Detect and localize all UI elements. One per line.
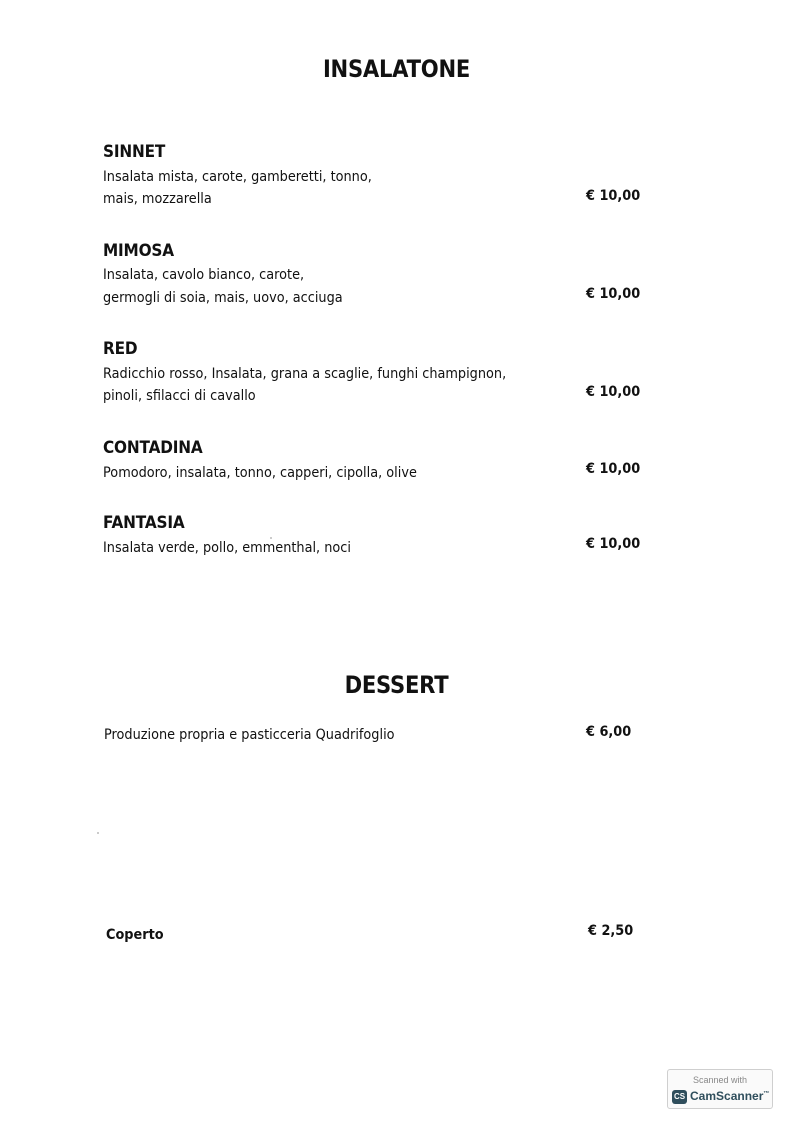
dish-description-line: Pomodoro, insalata, tonno, capperi, cipolla, olive <box>103 465 417 481</box>
watermark-trademark: ™ <box>763 1091 770 1097</box>
dish-name: SINNET <box>103 142 166 162</box>
cover-label: Coperto <box>106 927 164 943</box>
dish-name: MIMOSA <box>103 241 174 261</box>
dish-price: € 10,00 <box>586 461 641 477</box>
dish-price: € 10,00 <box>586 384 641 400</box>
salads-section-title: INSALATONE <box>322 55 471 83</box>
camscanner-watermark <box>667 1069 773 1109</box>
dessert-section-title: DESSERT <box>344 671 449 699</box>
dish-price: € 10,00 <box>586 286 641 302</box>
watermark-brand <box>690 1089 769 1103</box>
watermark-brand-text: CamScanner <box>690 1089 764 1103</box>
dessert-price: € 6,00 <box>586 724 632 740</box>
camscanner-logo-icon: CS <box>672 1090 687 1104</box>
dish-description-line: Radicchio rosso, Insalata, grana a scaglie, funghi champignon, <box>103 366 507 382</box>
dish-price: € 10,00 <box>586 536 641 552</box>
dish-description-line: mais, mozzarella <box>103 191 212 207</box>
dish-name: CONTADINA <box>103 438 203 458</box>
dish-name: FANTASIA <box>103 513 185 533</box>
dish-description-line: germogli di soia, mais, uovo, acciuga <box>103 290 343 306</box>
dessert-description: Produzione propria e pasticceria Quadrifoglio <box>104 727 395 743</box>
dish-description-line: pinoli, sfilacci di cavallo <box>103 388 256 404</box>
dish-description-line: Insalata verde, pollo, emmenthal, noci <box>103 540 351 556</box>
scan-speck <box>97 832 99 834</box>
dish-description-line: Insalata, cavolo bianco, carote, <box>103 267 305 283</box>
scan-speck <box>270 537 272 539</box>
dish-price: € 10,00 <box>586 188 641 204</box>
watermark-caption: Scanned with <box>692 1075 748 1085</box>
dish-description-line: Insalata mista, carote, gamberetti, tonno, <box>103 169 372 185</box>
dish-name: RED <box>103 339 138 359</box>
cover-price: € 2,50 <box>588 923 634 939</box>
